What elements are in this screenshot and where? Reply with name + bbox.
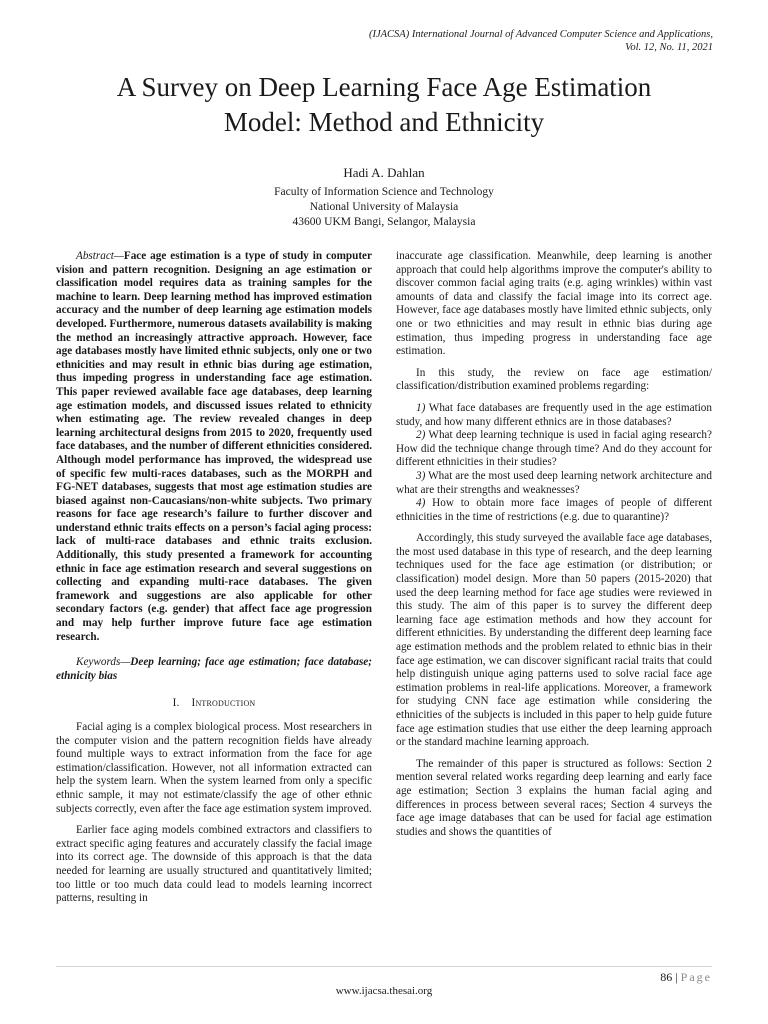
section-title-first-letter: I [191, 697, 196, 710]
paper-title-line2: Model: Method and Ethnicity [223, 107, 545, 137]
intro-paragraph-1: Facial aging is a complex biological process. Most researchers in the computer vision and the pattern recognition fields have already found multiple ways to extract information from the face for age estimation/classification. However, not all information extracted can help the system learn. When the system learned from only a specific ethnic sample, it may not estimate/classify the age of other ethnic subjects correctly, even after the face age estimation system improved. [56, 721, 372, 815]
research-question-2 [396, 429, 712, 470]
paper-title [0, 70, 768, 140]
research-question-1 [396, 402, 712, 429]
keywords-text: Deep learning; face age estimation; face database; ethnicity bias [56, 656, 372, 682]
affiliation-university: National University of Malaysia [309, 201, 459, 213]
paragraph-study: In this study, the review on face age estimation/ classification/distribution examined problems regarding: [396, 366, 712, 393]
question-text: What face databases are frequently used in the age estimation study, and how many different ethnics are in those databases? [396, 401, 712, 428]
abstract [56, 250, 372, 644]
abstract-dash: — [113, 250, 124, 262]
question-text: How to obtain more face images of people of different ethnicities in the time of restrictions (e.g. due to quarantine)? [396, 497, 713, 523]
page-number-value: 86 [660, 970, 673, 984]
section-heading-introduction [56, 697, 372, 711]
right-column [396, 250, 712, 847]
left-column [56, 250, 372, 914]
paragraph-accordingly: Accordingly, this study surveyed the available face age databases, the most used database in this type of research, and the deep learning techniques used for the face age estimation (or distribution; or classification) model design. More than 50 papers (2015-2020) that used the deep learning method for face age studies were reviewed in this study. The aim of this paper is to survey the different deep learning face age estimation methods and how they account for different ethnicities. By understanding the different deep learning face age estimation methods and the problem related to ethnic bias in their face age estimation, we can discover significant racial traits that could help distinguish unique aging patterns used to solve racial face age estimation problems in real-life applications. Moreover, a framework for studying CNN face age estimation while considering the ethnicities of the subjects is included in this paper to help guide future face age estimation studies that use either the deep learning approach or the standard machine learning approach. [396, 532, 712, 749]
author-block [0, 164, 768, 230]
question-number: 4) [416, 497, 426, 510]
paragraph-remainder: The remainder of this paper is structured as follows: Section 2 mention several related works regarding deep learning and early face age estimation; Section 3 explains the human facial aging and differences in process between several races; Section 4 surveys the face age image databases that can be used for facial age estimation studies and shows the quantities of [396, 757, 712, 838]
keywords-dash: — [120, 656, 131, 669]
question-text: What are the most used deep learning network architecture and what are their strengths and weaknesses? [396, 469, 712, 496]
affiliation-address: 43600 UKM Bangi, Selangor, Malaysia [292, 216, 476, 228]
question-number: 1) [416, 401, 426, 414]
research-question-3 [396, 470, 712, 497]
research-question-4 [396, 497, 712, 524]
journal-header [369, 28, 713, 54]
paragraph-continued: inaccurate age classification. Meanwhile, deep learning is another approach that could help algorithms improve the computer's ability to discover common facial aging traits (e.g. aging wrinkles) within vast amounts of data and classify the facial image into its correct age. However, face age databases mostly have limited ethnic subjects, only one or two ethnicities and may result in ethnic bias during age estimation, thus impeding progress in understanding face age estimation. [396, 250, 712, 358]
footer-url[interactable]: www.ijacsa.thesai.org [335, 985, 433, 997]
research-questions [396, 402, 712, 524]
affiliation-faculty: Faculty of Information Science and Technology [274, 186, 494, 198]
question-number: 3) [416, 469, 426, 482]
footer-divider [56, 966, 712, 967]
keywords-label: Keywords [76, 656, 121, 669]
page-number [660, 970, 712, 985]
question-text: What deep learning technique is used in facial aging research? How did the technique change through time? And do they account for different ethnicities in their studies? [396, 429, 712, 469]
abstract-text: Face age estimation is a type of study in computer vision and pattern recognition. Designing an age estimation or classification model requires data as training samples for the machine to learn. Deep learning method has improved estimation accuracy and the number of deep learning age estimation models developed. Furthermore, numerous datasets availability is making the method an increasingly attractive approach. However, face age databases mostly have limited ethnic subjects, only one or two ethnicities and may result in ethnic bias during age estimation, thus impeding progress in understanding face age estimation. This paper reviewed available face age databases, deep learning age estimation models, and discussed issues related to ethnicity when estimating age. The review revealed changes in deep learning architectural designs from 2015 to 2020, frequently used face databases, and the number of different ethnicities considered. Although model performance has improved, the widespread use of specific few multi-races databases, such as the MORPH and FG-NET databases, suggests that most age estimation studies are biased against non-Caucasians/non-white subjects. Two primary reasons for face age research’s failure to further discover and understand ethnic traits effects on a person’s facial aging process: lack of multi-race databases and ethnic traits exclusion. Additionally, this study presented a framework for accounting ethnic in face age estimation research and several suggestions on collecting and expanding multi-race databases. The given framework and suggestions are also applicable for other secondary factors (e.g. gender) that affect face age progression and may help further improve future face age estimation research. [56, 250, 372, 643]
question-number: 2) [416, 429, 426, 442]
section-title-rest: ntroduction [195, 697, 256, 710]
keywords [56, 656, 372, 683]
journal-name: (IJACSA) International Journal of Advanced Computer Science and Applications, [368, 29, 713, 40]
abstract-label: Abstract [76, 250, 114, 262]
journal-volume: Vol. 12, No. 11, 2021 [625, 42, 713, 53]
section-numeral: I. [172, 697, 180, 710]
page-separator: | [672, 970, 681, 984]
paper-title-line1: A Survey on Deep Learning Face Age Estimation [116, 72, 652, 102]
page-word: Page [680, 970, 712, 984]
intro-paragraph-2: Earlier face aging models combined extractors and classifiers to extract specific aging features and accurately classify the facial image into its correct age. The downside of this approach is that the data needed for learning are usually structured and quantitatively limited; too little or too much data could lead to models learning incorrect patterns, resulting in [56, 824, 372, 905]
author-name: Hadi A. Dahlan [343, 165, 425, 180]
